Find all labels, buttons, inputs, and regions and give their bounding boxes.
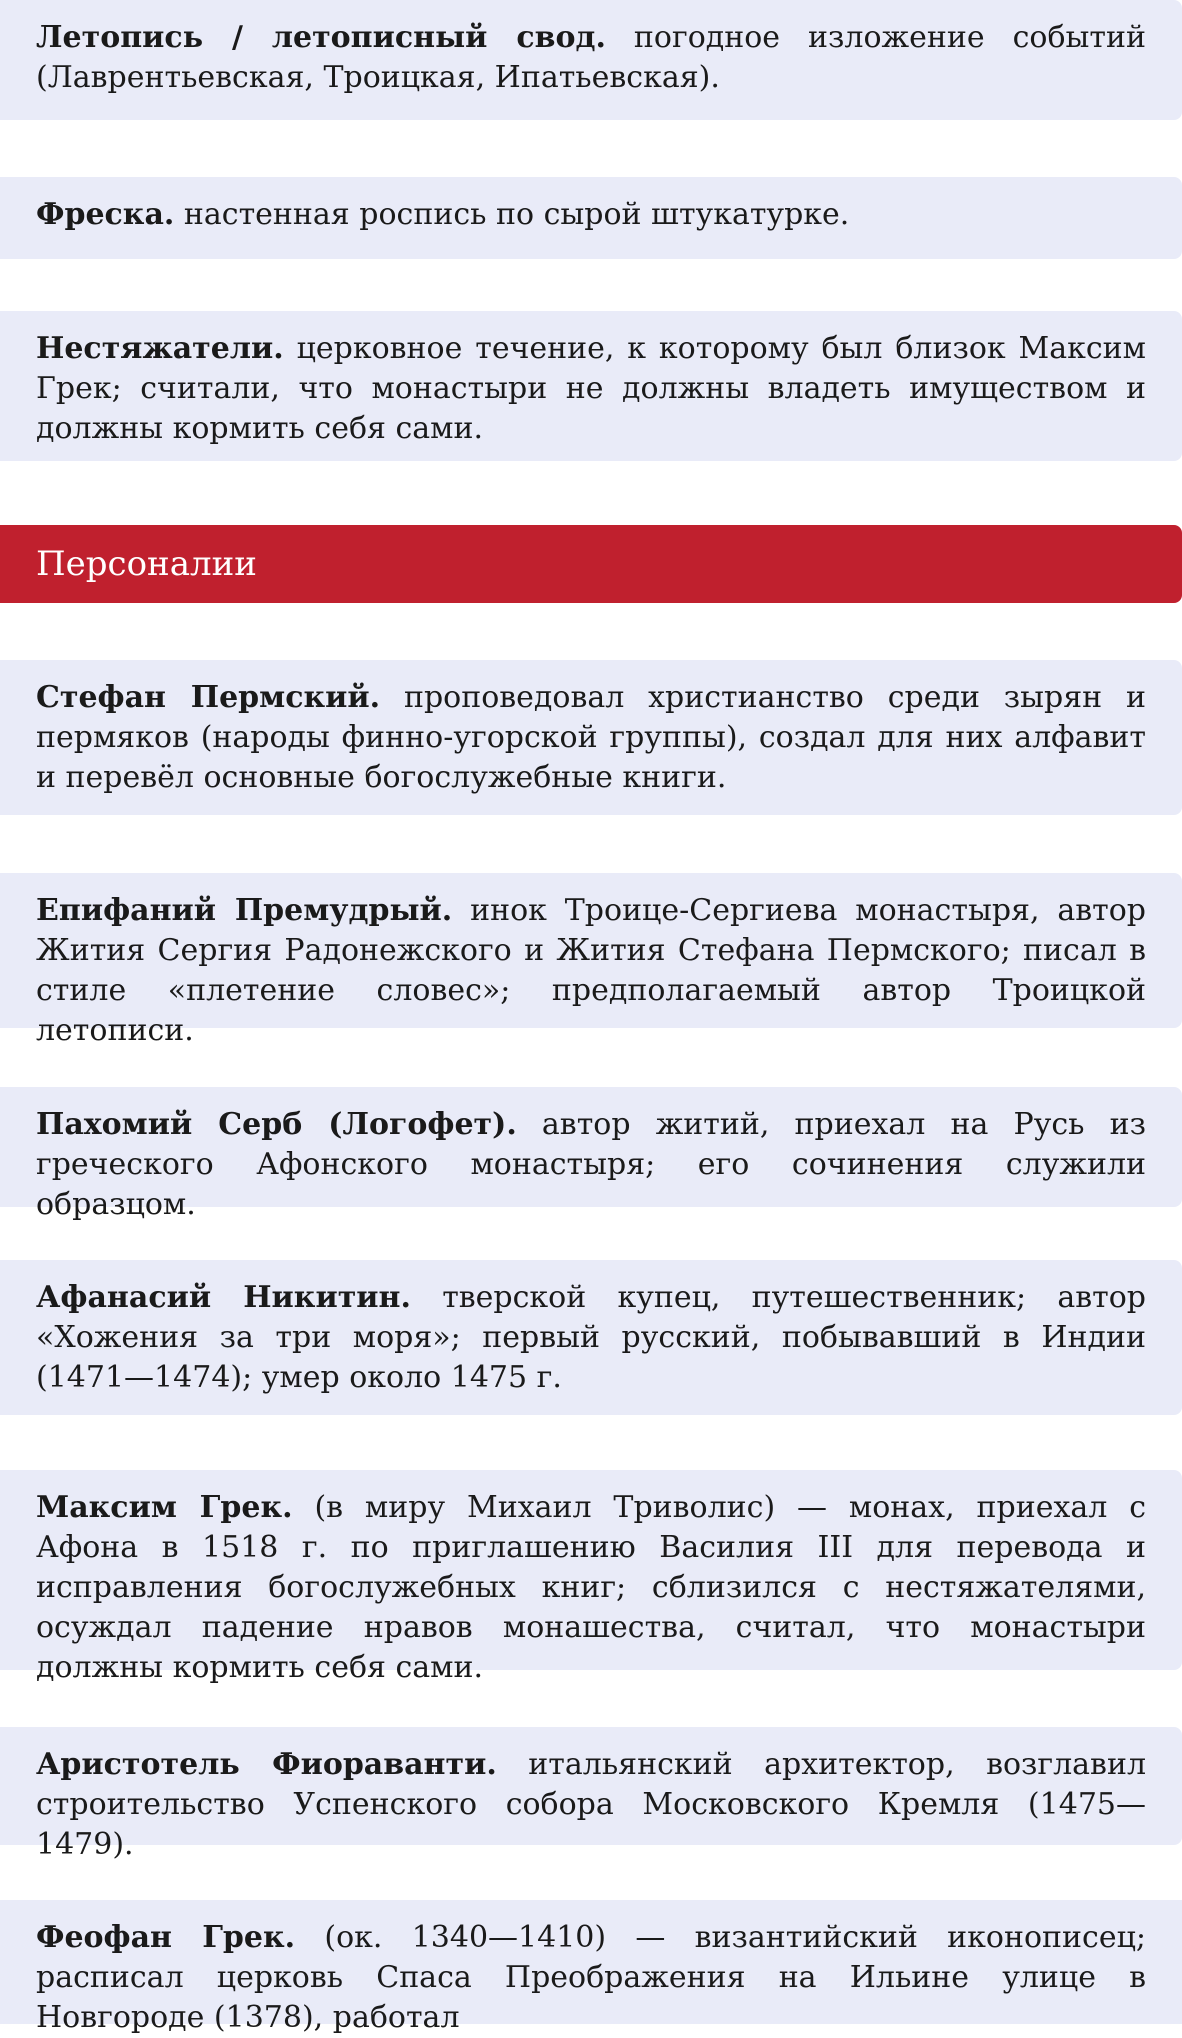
glossary-item-nestyazhateli xyxy=(0,311,1182,461)
term-label: Афанасий Никитин. xyxy=(36,1280,411,1315)
term-label: Максим Грек. xyxy=(36,1490,293,1525)
term-label: Нестяжатели. xyxy=(36,331,284,366)
term-definition: (в миру Михаил Триволис) — монах, приехал с Афона в 1518 г. по приглашению Василия III для перевода и исправления богослужебных книг; сблизился с нестяжателями, осуждал падение нравов монашества, считал, что монастыри должны кормить себя сами. xyxy=(36,1490,1147,1685)
term-label: Летопись / летописный свод. xyxy=(36,20,606,55)
person-item-feofan-grek xyxy=(0,1900,1182,2035)
glossary-item-freska xyxy=(0,177,1182,259)
person-item-stefan-permsky xyxy=(0,660,1182,815)
term-definition: тверской купец, путешественник; автор «Хожения за три моря»; первый русский, побывавший в Индии (1471—1474); умер около 1475 г. xyxy=(36,1280,1146,1395)
person-item-aristotel-fioravanti xyxy=(0,1727,1182,1862)
term-label: Аристотель Фиораванти. xyxy=(36,1747,497,1782)
term-definition: итальянский архитектор, возглавил строительство Успенского собора Московского Кремля (1475—1479). xyxy=(36,1747,1147,1862)
term-label: Феофан Грек. xyxy=(36,1920,296,1955)
term-definition: церковное течение, к которому был близок Максим Грек; считали, что монастыри не должны владеть имуществом и должны кормить себя сами. xyxy=(36,331,1146,446)
person-item-epifany-premudry xyxy=(0,873,1182,1048)
term-label: Епифаний Премудрый. xyxy=(36,893,453,928)
term-label: Стефан Пермский. xyxy=(36,680,381,715)
person-item-pakhomy-serb xyxy=(0,1087,1182,1222)
glossary-item-letopis xyxy=(0,0,1182,120)
term-definition: (ок. 1340—1410) — византийский иконописец; расписал церковь Спаса Преображения на Ильине улице в Новгороде (1378), работал xyxy=(36,1920,1146,2035)
term-label: Пахомий Серб (Логофет). xyxy=(36,1107,517,1142)
term-definition: проповедовал христианство среди зырян и пермяков (народы финно-угорской группы), создал для них алфавит и перевёл основные богослужебные книги. xyxy=(36,680,1146,795)
term-definition: инок Троице-Сергиева монастыря, автор Жития Сергия Радонежского и Жития Стефана Пермского; писал в стиле «плетение словес»; предполагаемый автор Троицкой летописи. xyxy=(36,893,1147,1048)
term-definition: настенная роспись по сырой штукатурке. xyxy=(183,197,850,232)
person-item-afanasy-nikitin xyxy=(0,1260,1182,1415)
term-definition: погодное изложение событий (Лаврентьевская, Троицкая, Ипатьевская). xyxy=(36,20,1147,95)
person-item-maksim-grek xyxy=(0,1470,1182,1685)
term-label: Фреска. xyxy=(36,197,175,232)
section-header-personalii: Персоналии xyxy=(0,525,1182,603)
term-definition: автор житий, приехал на Русь из греческого Афонского монастыря; его сочинения служили образцом. xyxy=(36,1107,1146,1222)
